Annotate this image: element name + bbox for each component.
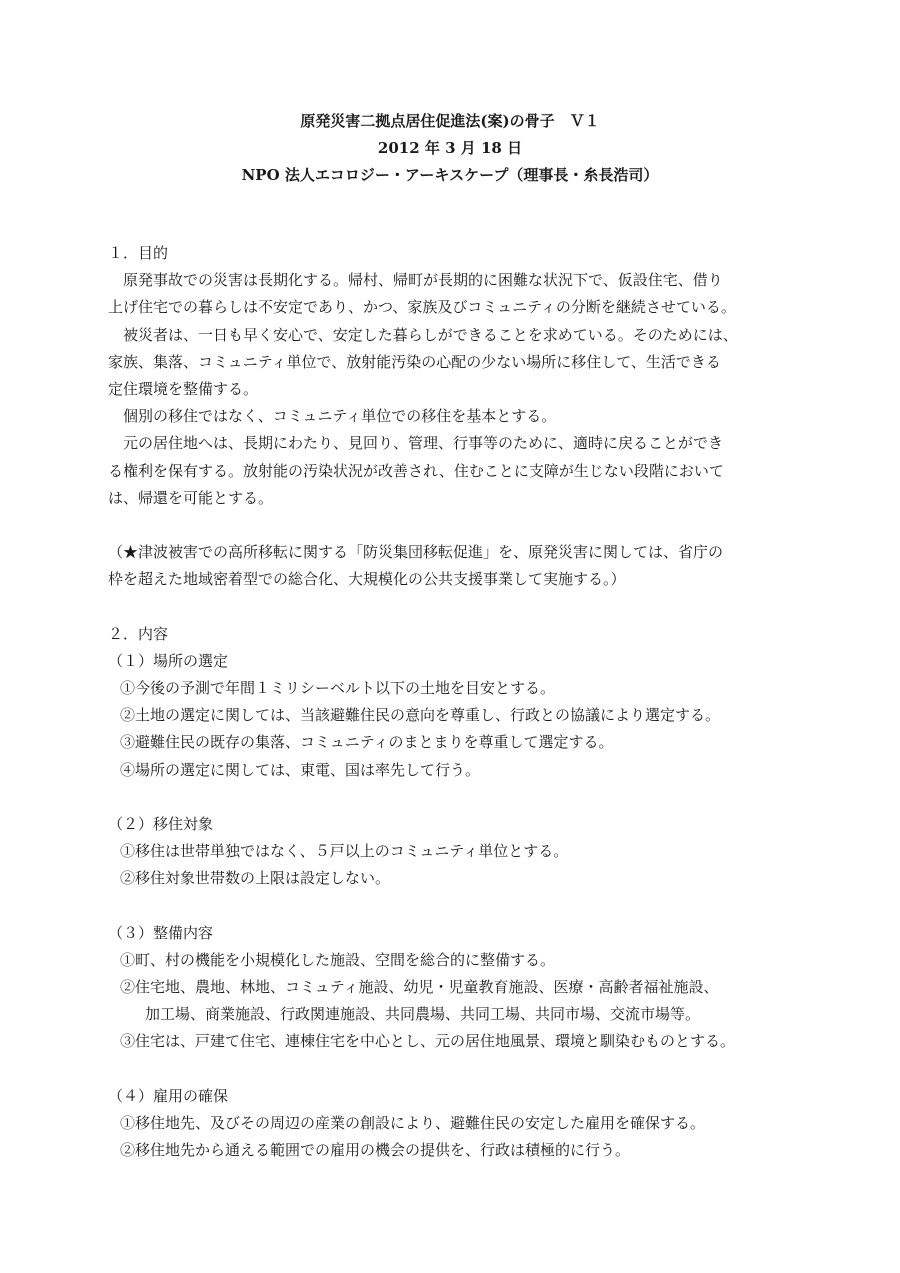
list-item-continuation: 加工場、商業施設、行政関連施設、共同農場、共同工場、共同市場、交流市場等。 (145, 1005, 701, 1024)
subsection-heading-relocation-target: （２）移住対象 (108, 814, 214, 833)
list-item: ①移住地先、及びその周辺の産業の創設により、避難住民の安定した雇用を確保する。 (120, 1114, 706, 1132)
document-date: 2012 年 3 月 18 日 (377, 139, 523, 157)
paragraph-line: 個別の移住ではなく、コミュニティ単位での移住を基本とする。 (123, 407, 557, 426)
list-item: ③住宅は、戸建て住宅、連棟住宅を中心とし、元の居住地風景、環境と馴染むものとする。 (120, 1032, 736, 1051)
list-item: ③避難住民の既存の集落、コミュニティのまとまりを尊重して選定する。 (120, 733, 614, 752)
section-heading-contents: ２．内容 (108, 624, 169, 643)
document-header (0, 108, 900, 189)
list-item: ②土地の選定に関しては、当該避難住民の意向を尊重し、行政との協議により選定する。 (120, 706, 721, 725)
list-item: ②移住地先から通える範囲での雇用の機会の提供を、行政は積極的に行う。 (120, 1141, 631, 1160)
subsection-heading-site-selection: （１）場所の選定 (108, 651, 229, 670)
paragraph-line: 被災者は、一日も早く安心で、安定した暮らしができることを求めている。そのためには、 (123, 325, 738, 344)
paragraph-line: 上げ住宅での暮らしは不安定であり、かつ、家族及びコミュニティの分断を継続させている。 (108, 298, 736, 317)
subsection-heading-employment: （４）雇用の確保 (108, 1086, 229, 1105)
list-item: ②移住対象世帯数の上限は設定しない。 (120, 869, 391, 888)
paragraph-line: 元の居住地へは、長期にわたり、見回り、管理、行事等のために、適時に戻ることができ (123, 434, 724, 453)
document-title: 原発災害二拠点居住促進法(案)の骨子 Ｖ１ (300, 112, 600, 130)
note-line: （★津波被害での高所移転に関する「防災集団移転促進」を、原発災害に関しては、省庁の (108, 543, 724, 562)
note-line: 枠を超えた地域密着型での総合化、大規模化の公共支援事業して実施する。） (108, 570, 626, 589)
paragraph-line: 原発事故での災害は長期化する。帰村、帰町が長期的に困難な状況下で、仮設住宅、借り (123, 271, 723, 290)
list-item: ②住宅地、農地、林地、コミュティ施設、幼児・児童教育施設、医療・高齢者福祉施設、 (120, 978, 719, 997)
paragraph-line: 家族、集落、コミュニティ単位で、放射能汚染の心配の少ない場所に移住して、生活できる (108, 352, 721, 371)
list-item: ①今後の予測で年間１ミリシーベルト以下の土地を目安とする。 (120, 679, 556, 697)
list-item: ①町、村の機能を小規模化した施設、空間を総合的に整備する。 (120, 950, 556, 969)
paragraph-line: は、帰還を可能とする。 (108, 488, 274, 507)
section-heading-purpose: １．目的 (108, 244, 169, 262)
paragraph-line: る権利を保有する。放射能の汚染状況が改善され、住むことに支障が生じない段階において (108, 461, 724, 480)
paragraph-line: 定住環境を整備する。 (108, 379, 259, 398)
subsection-heading-development: （３）整備内容 (108, 923, 214, 942)
list-item: ①移住は世帯単独ではなく、５戸以上のコミュニティ単位とする。 (120, 842, 569, 861)
list-item: ④場所の選定に関しては、東電、国は率先して行う。 (120, 760, 481, 779)
document-author: NPO 法人エコロジー・アーキスケープ（理事長・糸長浩司） (241, 166, 659, 184)
document-body (108, 240, 798, 1164)
